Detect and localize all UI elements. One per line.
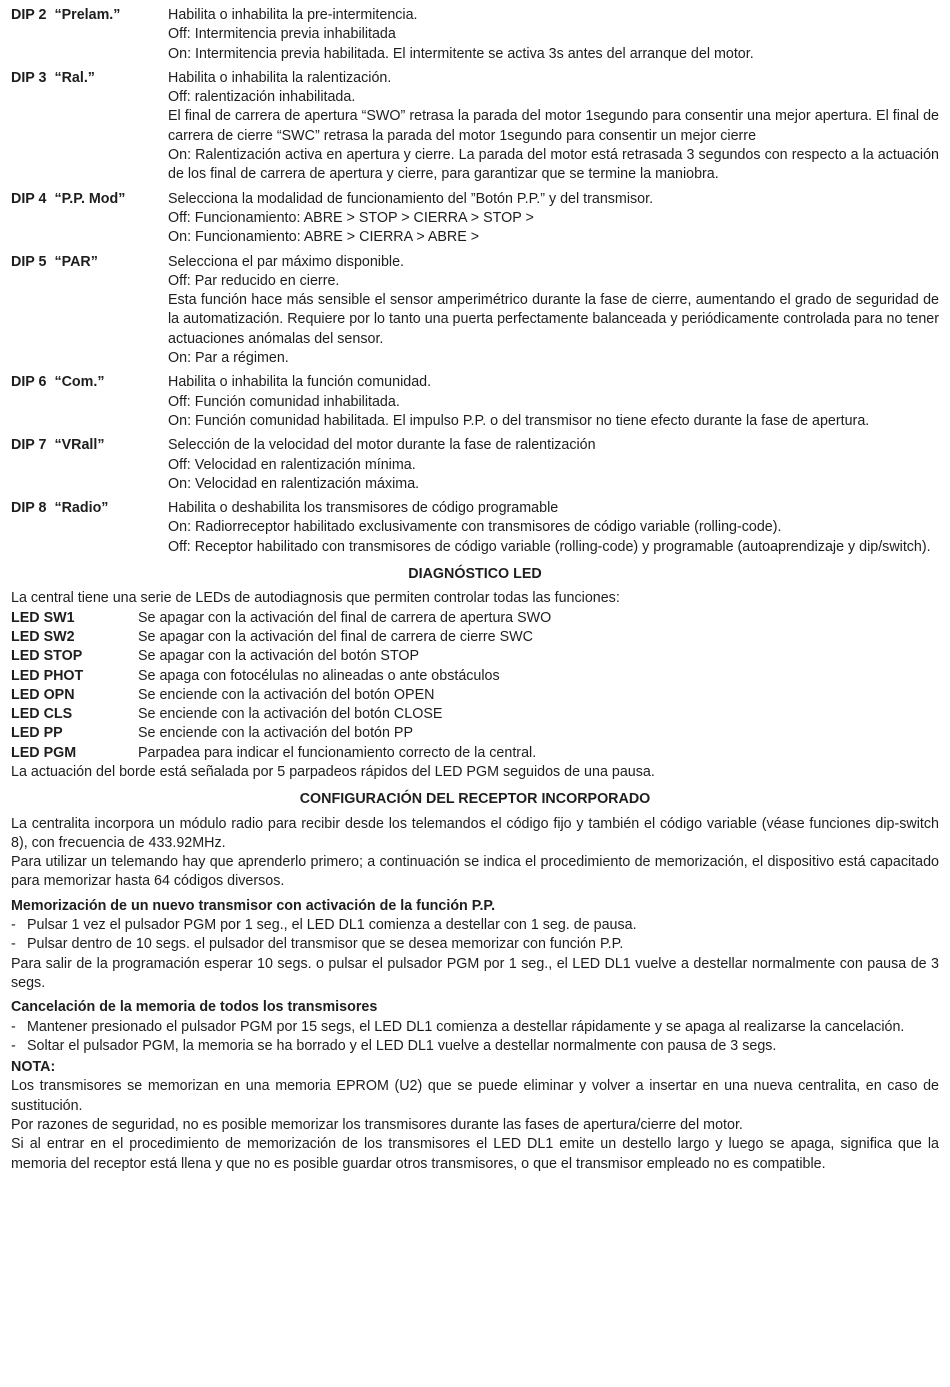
- dip-line: On: Intermitencia previa habilitada. El intermitente se activa 3s antes del arranque del motor.: [168, 45, 754, 62]
- led-description: Se apagar con la activación del final de carrera de apertura SWO: [138, 609, 552, 626]
- section-title: DIAGNÓSTICO LED: [408, 566, 542, 583]
- cancellation-title: Cancelación de la memoria de todos los transmisores: [11, 999, 378, 1016]
- dip-4: [11, 190, 939, 248]
- dip-line: Off: Funcionamiento: ABRE > STOP > CIERRA > STOP >: [168, 209, 534, 226]
- dip-3: [11, 69, 939, 185]
- dip-line: Habilita o inhabilita la pre-intermitencia.: [168, 7, 418, 23]
- led-row: [11, 609, 939, 628]
- dip-label: DIP 8 “Radio”: [11, 500, 109, 517]
- dip-description: [168, 190, 939, 248]
- led-label: LED SW2: [11, 628, 75, 645]
- dip-line: Selección de la velocidad del motor durante la fase de ralentización: [168, 437, 596, 454]
- section-title: CONFIGURACIÓN DEL RECEPTOR INCORPORADO: [299, 791, 651, 808]
- dip-line: Off: Función comunidad inhabilitada.: [168, 393, 400, 410]
- led-description: Se apaga con fotocélulas no alineadas o ante obstáculos: [138, 667, 500, 684]
- led-label: LED OPN: [11, 686, 75, 703]
- memorization-exit: Para salir de la programación esperar 10 segs. o pulsar el pulsador PGM por 1 seg., el LED DL1 vuelve a destellar normalmente con pausa de 3 segs.: [11, 955, 939, 991]
- led-description: Se enciende con la activación del botón PP: [138, 725, 414, 742]
- led-description: Se apagar con la activación del final de carrera de cierre SWC: [138, 628, 533, 645]
- dip-description: [168, 436, 939, 494]
- dip-label: DIP 7 “VRall”: [11, 437, 105, 454]
- dip-label: DIP 5 “PAR”: [11, 253, 98, 270]
- dash-bullet: -: [11, 1018, 16, 1035]
- dip-description: [168, 499, 939, 557]
- dip-line: Off: ralentización inhabilitada.: [168, 89, 356, 106]
- led-label: LED SW1: [11, 609, 75, 626]
- dip-line: Esta función hace más sensible el sensor amperimétrico durante la fase de cierre, aumentando el grado de seguridad de la automatización. Requiere por lo tanto una puerta perfectamente balanceada y periódicamente controlada para no tener actuaciones anómalas del sensor.: [168, 292, 939, 347]
- led-label: LED PGM: [11, 744, 77, 761]
- led-diagnostics-section: [11, 565, 939, 782]
- dip-label: DIP 4 “P.P. Mod”: [11, 190, 126, 207]
- led-row: [11, 724, 939, 743]
- note-paragraph: Si al entrar en el procedimiento de memorización de los transmisores el LED DL1 emite un destello largo y luego se apaga, significa que la memoria del receptor está llena y que no es posible guardar otros transmisores, o que el transmisor empleado no es compatible.: [11, 1136, 939, 1172]
- dip-line: On: Función comunidad habilitada. El impulso P.P. o del transmisor no tiene efecto durante la fase de apertura.: [168, 412, 870, 429]
- led-label: LED STOP: [11, 648, 83, 665]
- dip-line: Selecciona el par máximo disponible.: [168, 253, 405, 270]
- led-row: [11, 686, 939, 705]
- receiver-paragraph: La centralita incorpora un módulo radio para recibir desde los telemandos el código fijo y también el código variable (véase funciones dip-switch 8), con frecuencia de 433.92MHz.: [11, 815, 939, 851]
- step-text: Pulsar 1 vez el pulsador PGM por 1 seg., el LED DL1 comienza a destellar con 1 seg. de pausa.: [27, 917, 637, 934]
- list-item: [11, 1037, 939, 1056]
- note-title: NOTA:: [11, 1059, 56, 1076]
- dip-line: On: Funcionamiento: ABRE > CIERRA > ABRE >: [168, 229, 480, 246]
- dip-2: [11, 6, 939, 64]
- list-item: [11, 916, 939, 935]
- list-item: [11, 935, 939, 954]
- list-item: [11, 1018, 939, 1037]
- dip-line: On: Radiorreceptor habilitado exclusivamente con transmisores de código variable (rolling-code).: [168, 519, 782, 536]
- step-text: Mantener presionado el pulsador PGM por 15 segs, el LED DL1 comienza a destellar rápidamente y se apaga al realizarse la cancelación.: [27, 1018, 905, 1035]
- dip-line: On: Velocidad en ralentización máxima.: [168, 475, 420, 492]
- led-label: LED PP: [11, 725, 63, 742]
- note-paragraph: Por razones de seguridad, no es posible memorizar los transmisores durante las fases de apertura/cierre del motor.: [11, 1117, 743, 1134]
- dip-label: DIP 6 “Com.”: [11, 374, 105, 391]
- led-description: Se enciende con la activación del botón CLOSE: [138, 706, 443, 723]
- receiver-section: [11, 790, 939, 1174]
- dip-line: Off: Intermitencia previa inhabilitada: [168, 26, 396, 43]
- dash-bullet: -: [11, 917, 16, 934]
- diag-footer: La actuación del borde está señalada por 5 parpadeos rápidos del LED PGM seguidos de una pausa.: [11, 763, 655, 780]
- led-description: Se apagar con la activación del botón STOP: [138, 648, 420, 665]
- led-label: LED PHOT: [11, 667, 84, 684]
- dip-label: DIP 2 “Prelam.”: [11, 7, 121, 23]
- dip-description: [168, 69, 939, 185]
- led-row: [11, 628, 939, 647]
- dip-line: Habilita o inhabilita la ralentización.: [168, 69, 392, 86]
- dip-line: Off: Receptor habilitado con transmisores de código variable (rolling-code) y programable (autoaprendizaje y dip/switch).: [168, 538, 931, 555]
- memorization-title: Memorización de un nuevo transmisor con activación de la función P.P.: [11, 897, 496, 914]
- dip-line: El final de carrera de apertura “SWO” retrasa la parada del motor 1segundo para consentir una mejor apertura. El final de carrera de cierre “SWC” retrasa la parada del motor 1segundo para consentir un mejor cierre: [168, 108, 939, 144]
- step-text: Soltar el pulsador PGM, la memoria se ha borrado y el LED DL1 vuelve a destellar normalmente con pausa de 3 segs.: [27, 1037, 777, 1054]
- step-text: Pulsar dentro de 10 segs. el pulsador del transmisor que se desea memorizar con función P.P.: [27, 936, 624, 953]
- dip-description: [168, 373, 939, 431]
- diag-intro: La central tiene una serie de LEDs de autodiagnosis que permiten controlar todas las funciones:: [11, 590, 620, 607]
- dip-5: [11, 253, 939, 369]
- dip-7: [11, 436, 939, 494]
- dip-description: [168, 6, 939, 64]
- dip-list: [11, 6, 939, 557]
- dip-description: [168, 253, 939, 369]
- dash-bullet: -: [11, 936, 16, 953]
- dip-line: Off: Par reducido en cierre.: [168, 272, 340, 289]
- dip-line: On: Ralentización activa en apertura y cierre. La parada del motor está retrasada 3 segundos con respecto a la actuación de los final de carrera de apertura y cierre, para garantizar que se termine la maniobra.: [168, 147, 939, 183]
- led-list: [11, 609, 939, 763]
- dip-line: Off: Velocidad en ralentización mínima.: [168, 456, 416, 473]
- dip-label: DIP 3 “Ral.”: [11, 69, 95, 86]
- dip-6: [11, 373, 939, 431]
- dash-bullet: -: [11, 1037, 16, 1054]
- dip-line: On: Par a régimen.: [168, 350, 289, 367]
- led-row: [11, 744, 939, 763]
- dip-8: [11, 499, 939, 557]
- receiver-paragraph: Para utilizar un telemando hay que aprenderlo primero; a continuación se indica el procedimiento de memorización, el dispositivo está capacitado para memorizar hasta 64 códigos diversos.: [11, 854, 939, 890]
- led-row: [11, 705, 939, 724]
- led-row: [11, 647, 939, 666]
- led-label: LED CLS: [11, 706, 73, 723]
- led-row: [11, 667, 939, 686]
- dip-line: Habilita o inhabilita la función comunidad.: [168, 374, 432, 391]
- dip-line: Selecciona la modalidad de funcionamiento del ”Botón P.P.” y del transmisor.: [168, 190, 654, 207]
- led-description: Parpadea para indicar el funcionamiento correcto de la central.: [138, 744, 537, 761]
- dip-line: Habilita o deshabilita los transmisores de código programable: [168, 500, 559, 517]
- note-paragraph: Los transmisores se memorizan en una memoria EPROM (U2) que se puede eliminar y volver a insertar en una nueva centralita, en caso de sustitución.: [11, 1078, 939, 1114]
- led-description: Se enciende con la activación del botón OPEN: [138, 686, 435, 703]
